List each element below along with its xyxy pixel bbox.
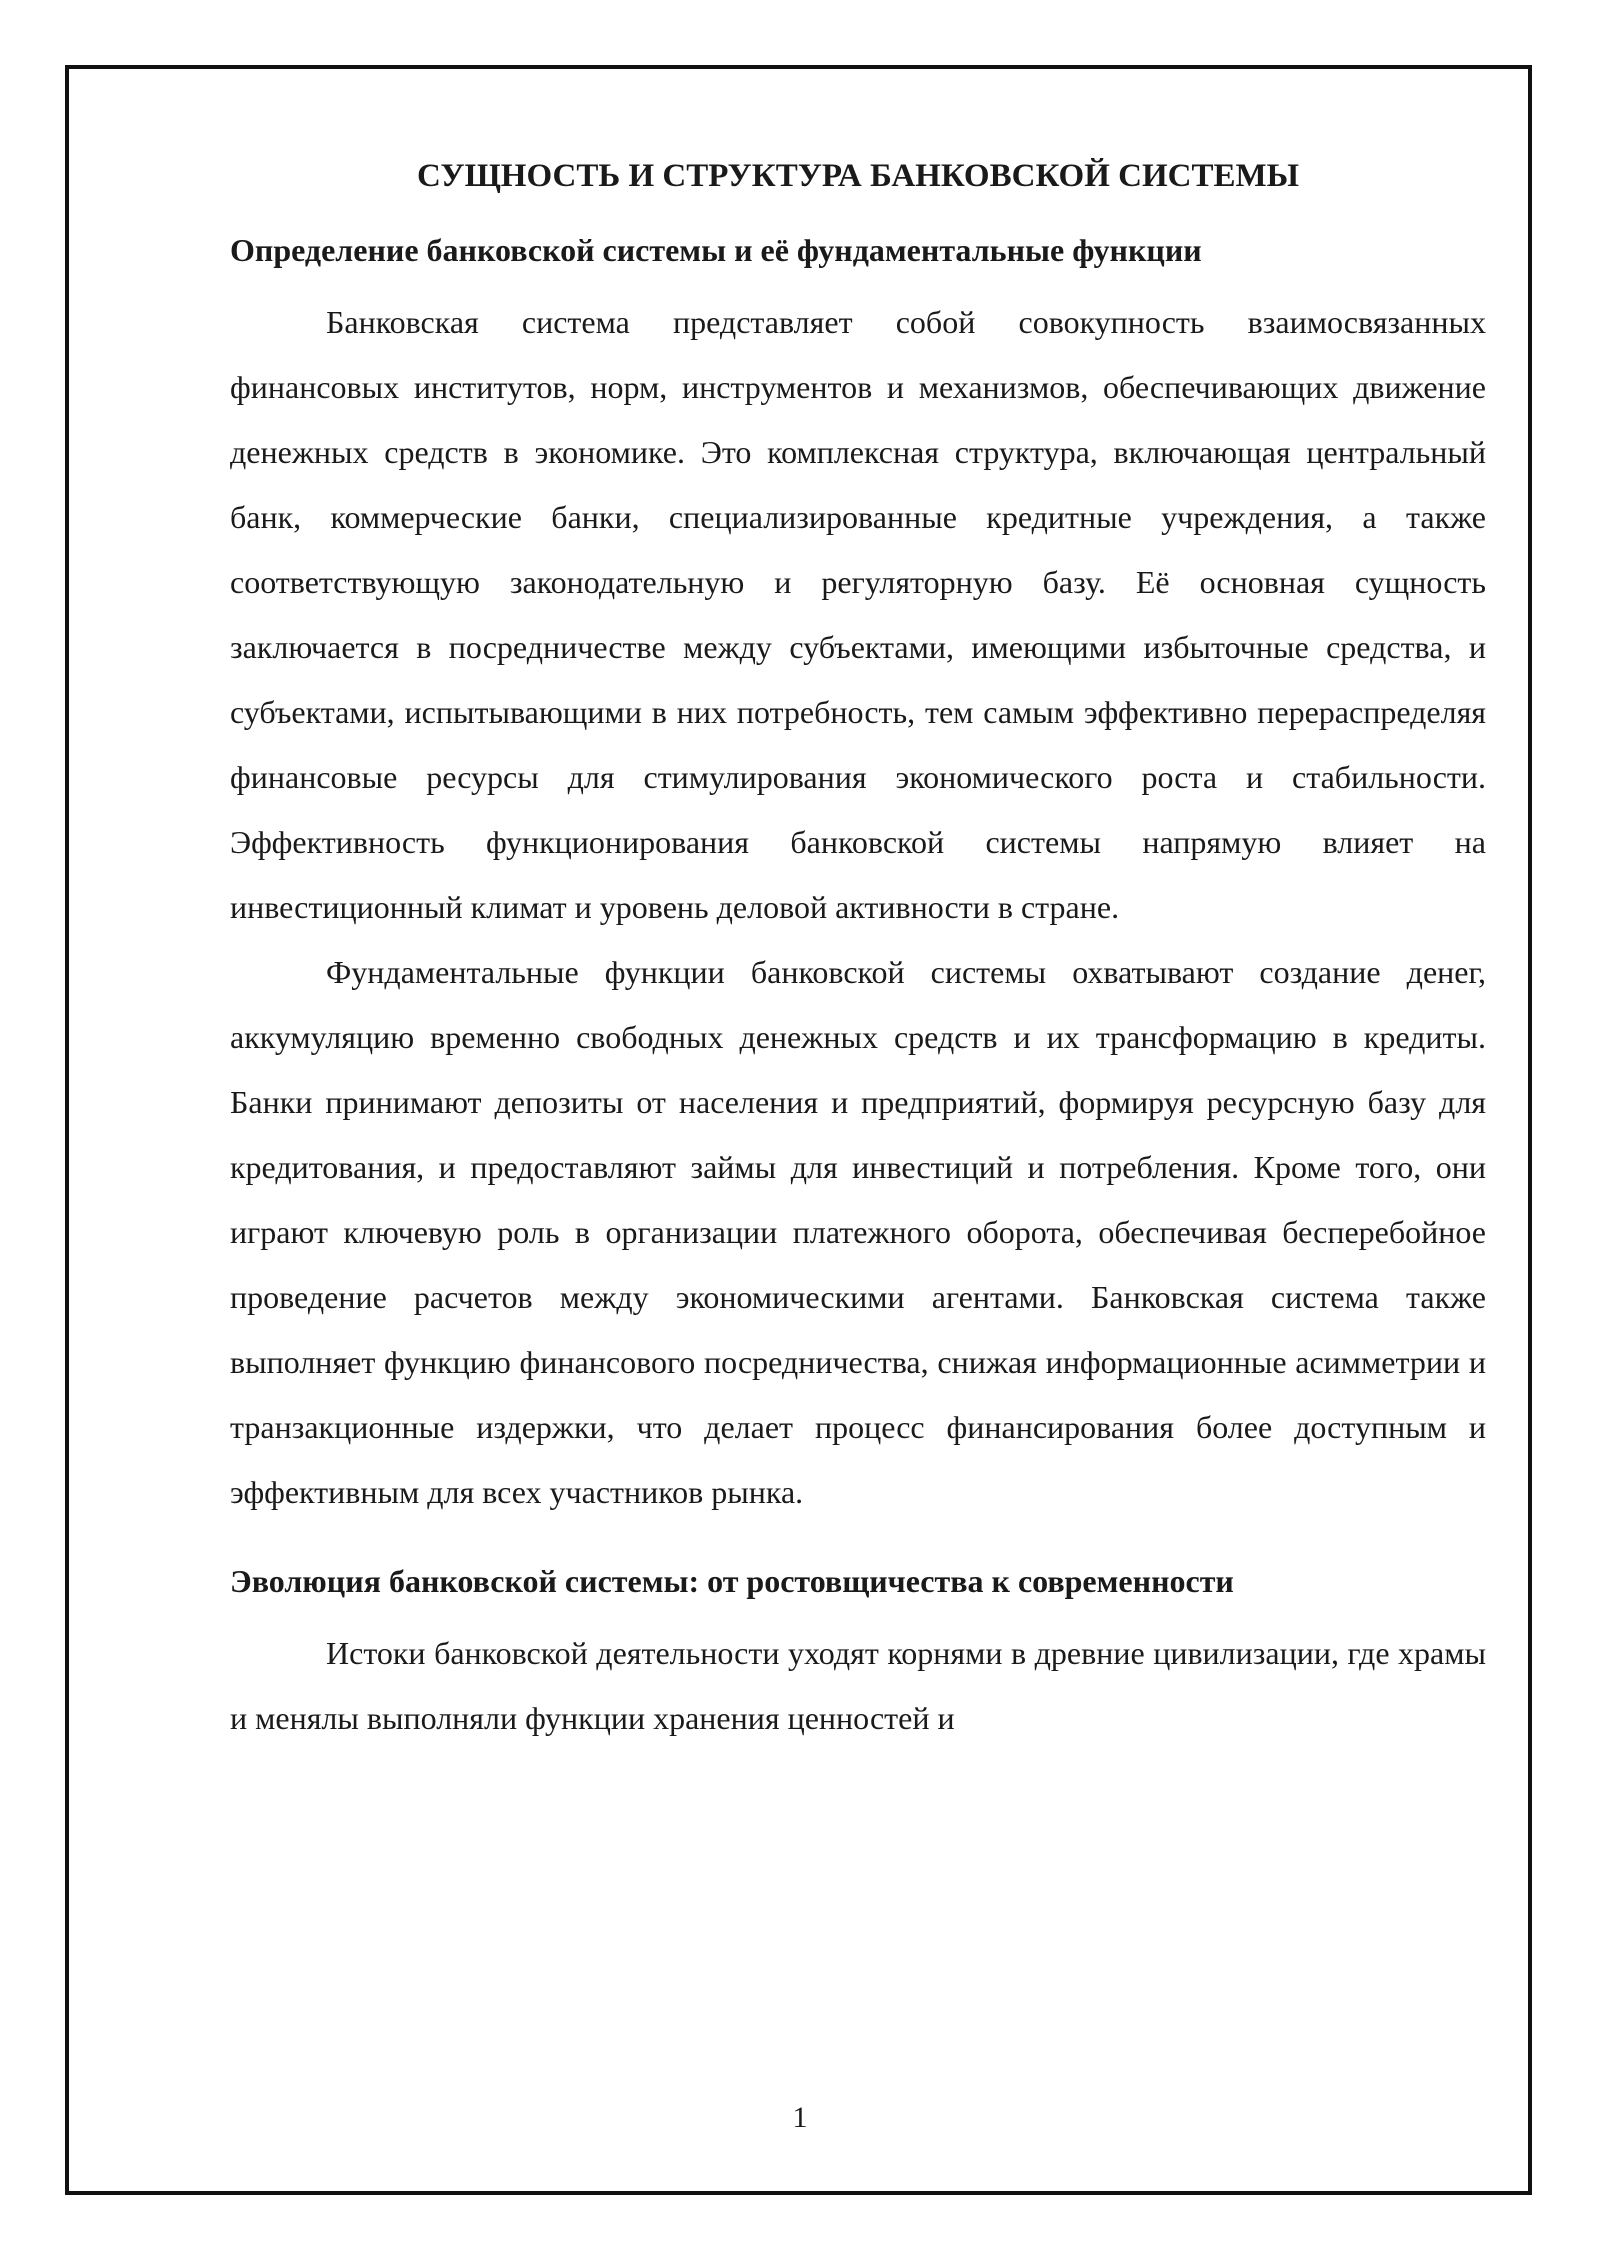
paragraph: Банковская система представляет собой совокупность взаимосвязанных финансовых институтов, норм, инструментов и механизмов, обеспечивающих движение денежных средств в экономике. Это комплексная структура, включающая центральный банк, коммерческие банки, специализированные кредитные учреждения, а также соответствующую законодательную и регуляторную базу. Её основная сущность заключается в посредничестве между субъектами, имеющими избыточные средства, и субъектами, испытывающими в них потребность, тем самым эффективно перераспределяя финансовые ресурсы для стимулирования экономического роста и стабильности. Эффективность функционирования банковской системы напрямую влияет на инвестиционный климат и уровень деловой активности в стране. bbox=[230, 304, 1486, 925]
paragraph: Фундаментальные функции банковской системы охватывают создание денег, аккумуляцию временно свободных денежных средств и их трансформацию в кредиты. Банки принимают депозиты от населения и предприятий, формируя ресурсную базу для кредитования, и предоставляют займы для инвестиций и потребления. Кроме того, они играют ключевую роль в организации платежного оборота, обеспечивая бесперебойное проведение расчетов между экономическими агентами. Банковская система также выполняет функцию финансового посредничества, снижая информационные асимметрии и транзакционные издержки, что делает процесс финансирования более доступным и эффективным для всех участников рынка. bbox=[230, 954, 1486, 1510]
paragraph: Истоки банковской деятельности уходят корнями в древние цивилизации, где храмы и менялы выполняли функции хранения ценностей и bbox=[230, 1635, 1486, 1736]
page-number: 1 bbox=[792, 2101, 808, 2134]
section-heading-definition: Определение банковской системы и её фундаментальные функции bbox=[230, 232, 1202, 268]
document-body bbox=[230, 148, 1486, 1751]
document-title: СУЩНОСТЬ И СТРУКТУРА БАНКОВСКОЙ СИСТЕМЫ bbox=[416, 158, 1300, 194]
section-heading-evolution: Эволюция банковской системы: от ростовщичества к современности bbox=[230, 1563, 1234, 1599]
